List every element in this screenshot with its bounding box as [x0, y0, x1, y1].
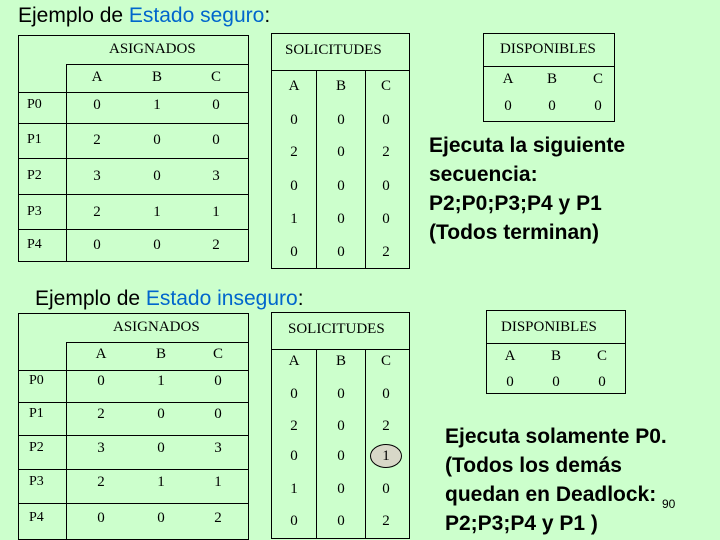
unsafe-asig-cell: 3: [214, 440, 222, 456]
safe-asig-cell: 0: [153, 237, 161, 253]
unsafe-asig-cell: 0: [214, 406, 222, 422]
unsafe-solicitudes-label: SOLICITUDES: [288, 321, 385, 337]
safe-disp-col-a: A: [502, 71, 514, 87]
unsafe-asig-col-a: A: [95, 346, 107, 362]
safe-sol-cell: 2: [382, 144, 390, 160]
safe-solicitudes-label: SOLICITUDES: [285, 42, 382, 58]
unsafe-asignados-label: ASIGNADOS: [113, 319, 200, 335]
unsafe-asig-cell: 2: [97, 406, 105, 422]
safe-sol-cell: 0: [337, 178, 345, 194]
unsafe-asig-cell: 0: [157, 440, 165, 456]
unsafe-sol-col-b: B: [335, 353, 346, 369]
safe-disp-col-b: B: [546, 71, 557, 87]
safe-solicitudes-table: [271, 33, 410, 269]
safe-asig-cell: 0: [93, 237, 101, 253]
unsafe-title-suffix: :: [297, 287, 304, 310]
unsafe-asig-proc: P4: [29, 510, 44, 525]
unsafe-asig-cell: 0: [214, 373, 222, 389]
unsafe-disponibles-table: [486, 310, 626, 394]
safe-sol-cell: 0: [337, 244, 345, 260]
unsafe-asig-cell: 0: [157, 406, 165, 422]
safe-asig-proc: P4: [27, 237, 42, 252]
unsafe-sol-cell: 0: [337, 386, 345, 402]
safe-asig-col-c: C: [210, 69, 221, 85]
unsafe-sol-cell: 2: [290, 418, 298, 434]
unsafe-sol-cell: 2: [382, 418, 390, 434]
unsafe-sol-cell: 0: [337, 513, 345, 529]
unsafe-disp-cell: 0: [598, 374, 606, 390]
safe-asig-cell: 0: [212, 97, 220, 113]
safe-disponibles-table: [483, 33, 615, 122]
unsafe-asig-proc: P3: [29, 474, 44, 489]
unsafe-asig-cell: 2: [97, 474, 105, 490]
unsafe-sol-cell: 0: [337, 418, 345, 434]
unsafe-asig-proc: P2: [29, 440, 44, 455]
safe-asig-cell: 0: [153, 168, 161, 184]
safe-asig-cell: 1: [153, 97, 161, 113]
unsafe-sol-cell: 0: [337, 448, 345, 464]
unsafe-sol-cell: 1: [290, 481, 298, 497]
unsafe-note: [445, 422, 667, 538]
unsafe-asig-col-c: C: [212, 346, 223, 362]
safe-asig-proc: P1: [27, 132, 42, 147]
unsafe-disp-col-c: C: [596, 348, 607, 364]
unsafe-title-prefix: Ejemplo de: [35, 287, 146, 310]
unsafe-asig-cell: 0: [97, 373, 105, 389]
safe-sol-cell: 0: [337, 144, 345, 160]
safe-asig-proc: P3: [27, 204, 42, 219]
unsafe-disp-cell: 0: [552, 374, 560, 390]
safe-asig-cell: 0: [153, 132, 161, 148]
safe-asig-col-b: B: [151, 69, 162, 85]
safe-sol-cell: 2: [382, 244, 390, 260]
unsafe-sol-cell-highlighted: 1: [382, 448, 390, 464]
unsafe-sol-cell: 0: [337, 481, 345, 497]
safe-asig-cell: 1: [212, 204, 220, 220]
safe-sol-col-c: C: [380, 78, 391, 94]
unsafe-note-line: quedan en Deadlock:: [445, 483, 657, 506]
safe-asig-cell: 2: [93, 132, 101, 148]
unsafe-note-line: P2;P3;P4 y P1 ): [445, 512, 598, 535]
safe-note-line: P2;P0;P3;P4 y P1: [429, 192, 602, 215]
safe-note: [429, 131, 625, 247]
unsafe-asig-cell: 1: [214, 474, 222, 490]
safe-asig-cell: 3: [212, 168, 220, 184]
safe-asignados-label: ASIGNADOS: [109, 41, 196, 57]
safe-title-suffix: :: [264, 4, 271, 27]
safe-asignados-table: [18, 35, 249, 262]
unsafe-asignados-table: [18, 313, 249, 540]
unsafe-disp-col-b: B: [550, 348, 561, 364]
safe-sol-cell: 0: [290, 178, 298, 194]
safe-asig-cell: 0: [93, 97, 101, 113]
safe-asig-proc: P0: [27, 97, 42, 112]
unsafe-sol-cell: 2: [382, 513, 390, 529]
unsafe-asig-cell: 1: [157, 474, 165, 490]
safe-disp-cell: 0: [548, 98, 556, 114]
safe-asig-cell: 2: [93, 204, 101, 220]
unsafe-note-line: Ejecuta solamente P0.: [445, 425, 667, 448]
unsafe-note-line: (Todos los demás: [445, 454, 622, 477]
safe-title-prefix: Ejemplo de: [18, 4, 129, 27]
page-number: 90: [662, 497, 676, 511]
safe-asig-cell: 1: [153, 204, 161, 220]
safe-disponibles-label: DISPONIBLES: [500, 41, 596, 57]
unsafe-asig-cell: 2: [214, 510, 222, 526]
unsafe-title-accent: Estado inseguro: [145, 287, 298, 310]
safe-disp-col-c: C: [592, 71, 603, 87]
safe-sol-col-a: A: [288, 78, 300, 94]
unsafe-title: [35, 287, 304, 311]
unsafe-asig-cell: 1: [157, 373, 165, 389]
unsafe-sol-cell: 0: [290, 513, 298, 529]
safe-asig-cell: 2: [212, 237, 220, 253]
safe-sol-cell: 1: [290, 211, 298, 227]
safe-asig-proc: P2: [27, 168, 42, 183]
safe-asig-cell: 3: [93, 168, 101, 184]
safe-note-line: (Todos terminan): [429, 221, 599, 244]
safe-title-accent: Estado seguro: [128, 4, 265, 27]
unsafe-sol-col-a: A: [288, 353, 300, 369]
safe-note-line: Ejecuta la siguiente: [429, 134, 626, 157]
safe-sol-cell: 0: [290, 112, 298, 128]
safe-sol-cell: 0: [382, 211, 390, 227]
unsafe-sol-cell: 0: [290, 386, 298, 402]
safe-sol-cell: 0: [337, 211, 345, 227]
unsafe-asig-col-b: B: [155, 346, 166, 362]
safe-sol-cell: 2: [290, 144, 298, 160]
unsafe-sol-cell: 0: [382, 481, 390, 497]
safe-note-line: secuencia:: [429, 163, 538, 186]
unsafe-asig-proc: P1: [29, 406, 44, 421]
safe-disp-cell: 0: [504, 98, 512, 114]
unsafe-asig-cell: 0: [157, 510, 165, 526]
safe-sol-cell: 0: [337, 112, 345, 128]
unsafe-asig-cell: 3: [97, 440, 105, 456]
safe-sol-cell: 0: [382, 112, 390, 128]
unsafe-sol-col-c: C: [380, 353, 391, 369]
unsafe-disp-cell: 0: [506, 374, 514, 390]
safe-sol-col-b: B: [335, 78, 346, 94]
safe-title: [18, 4, 270, 28]
safe-disp-cell: 0: [594, 98, 602, 114]
unsafe-disponibles-label: DISPONIBLES: [501, 319, 597, 335]
safe-sol-cell: 0: [290, 244, 298, 260]
safe-asig-col-a: A: [91, 69, 103, 85]
unsafe-asig-proc: P0: [29, 373, 44, 388]
unsafe-disp-col-a: A: [504, 348, 516, 364]
unsafe-sol-cell: 0: [382, 386, 390, 402]
unsafe-solicitudes-table: [271, 312, 410, 539]
safe-asig-cell: 0: [212, 132, 220, 148]
safe-sol-cell: 0: [382, 178, 390, 194]
unsafe-sol-cell: 0: [290, 448, 298, 464]
unsafe-asig-cell: 0: [97, 510, 105, 526]
